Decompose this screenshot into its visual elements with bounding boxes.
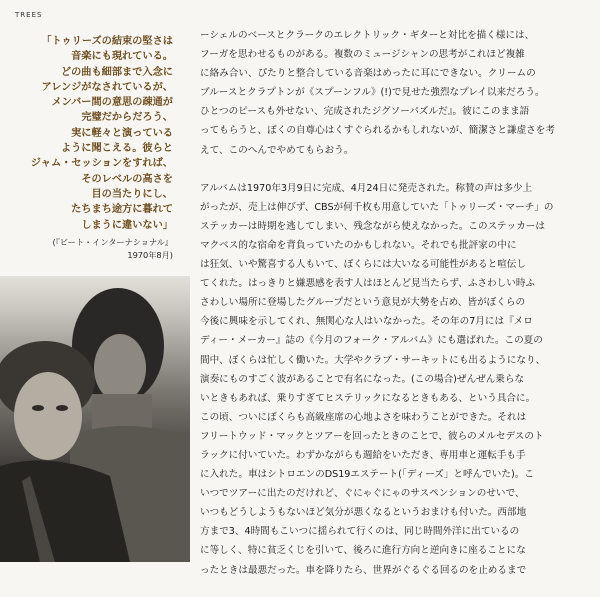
pull-quote	[18, 34, 173, 233]
pull-quote-line: たちまち途方に暮れて	[71, 203, 173, 216]
pull-quote-line: しまうに違いない」	[81, 218, 173, 231]
body-text-line: ったときは最悪だった。車を降りたら、世界がぐるぐる回るのを止めるまで	[200, 564, 527, 576]
body-text-line: ってもらうと、ぼくの自尊心はくすぐられるかもしれないが、簡潔さと謙虚さを考	[200, 125, 555, 137]
pull-quote-line: 完璧だからだろう、	[81, 111, 173, 124]
pull-quote-line: 「トゥリーズの結束の堅さは	[41, 35, 173, 47]
body-text-line: フーガを思わせるものがある。複数のミュージシャンの思考がこれほど複雑	[200, 49, 525, 61]
body-text-line: ラックに付いていた。わずかながらも週給をいただき、専用車と運転手も手	[200, 449, 526, 461]
pull-quote-line: どの曲も細部まで入念に	[60, 65, 173, 78]
body-text-line: ーシェルのベースとクラークのエレクトリック・ギターと対比を描く様には、	[200, 30, 535, 41]
body-text-line: この頃、ついにぼくらも高級座席の心地よさを味わうことができた。それは	[200, 411, 527, 423]
body-text-line: に絡み合い、ぴたりと整合している音楽はめったに耳にできない。クリームの	[200, 68, 536, 80]
pull-quote-line: 音楽にも現れている。	[71, 50, 173, 63]
band-photo-illustration	[0, 276, 190, 562]
body-text-line: てくれた。はっきりと嫌悪感を表す人はほとんど見当たらず、ふさわしい時ふ	[200, 278, 536, 290]
body-text-line: がったが、売上は伸びず、CBSが何千枚も用意していた「トゥリーズ・マーチ」の	[200, 201, 554, 213]
body-text-line: に入れた。車はシトロエンのDS19エステート(「ディーズ」と呼んでいた)。こ	[200, 469, 534, 481]
body-text-line: ディー・メーカー』誌の《今月のフォーク・アルバム》にも選ばれた。この夏の	[200, 335, 543, 347]
pull-quote-line: ように聞こえる。彼らと	[60, 142, 173, 155]
body-text-line: いときもあれば、乗りすぎてヒステリックになるときもある、という具合に。	[200, 392, 536, 404]
body-text-line: さわしい場所に登場したグループだという意見が大勢を占め、皆がぼくらの	[200, 297, 526, 309]
body-text-line: 間中、ぼくらは忙しく働いた。大学やクラブ・サーキットにも出るようになり、	[200, 354, 546, 366]
body-text-line: えて、このへんでやめてもらおう。	[200, 144, 354, 156]
body-text-line: アルバムは1970年3月9日に完成、4月24日に発売された。称賛の声は多少上	[200, 182, 533, 194]
quote-attribution	[18, 236, 173, 262]
pull-quote-line: メンバー間の意思の疎通が	[51, 96, 173, 109]
body-text-line: 今後に興味を示してくれ、無関心な人はいなかった。その年の7月には『メロ	[200, 316, 533, 328]
body-text-line: ブルースとクラプトンが《スプーンフル》(!)で見せた強烈なプレイ以来だろう。	[200, 87, 545, 99]
attribution-source: (『ビート・インターナショナル』	[52, 237, 173, 247]
pull-quote-line: そのレベルの高さを	[81, 172, 173, 185]
paragraph-gap	[200, 160, 592, 179]
body-text-line: マクベス的な宿命を背負っていたのかもしれない。それでも批評家の中に	[200, 239, 517, 251]
body-text-line: ステッカーは時期を逃してしまい、残念ながら使えなかった。このステッカーは	[200, 220, 545, 232]
body-text-line: 演奏にものすごく波があることで有名になった。(この場合)ぜんぜん乗らな	[200, 373, 525, 385]
body-text-line: ひとつのピースも外せない、完成されたジグソーパズルだ』。彼にこのまま語	[200, 106, 530, 118]
body-text-line: は狂気、いや驚喜する人もいて、ぼくらには大いなる可能性があると喧伝し	[200, 259, 526, 271]
pull-quote-line: 実に軽々と演っている	[71, 126, 173, 139]
body-text-line: フリートウッド・マックとツアーを回ったときのことで、彼らのメルセデスのト	[200, 430, 544, 442]
pull-quote-line: ジャム・セッションをすれば、	[30, 157, 173, 170]
body-text-line: 方まで3、4時間もこいつに揺られて行くのは、同じ時間外洋に出ているの	[200, 526, 520, 538]
pull-quote-line: 目の当たりにし、	[91, 187, 173, 200]
band-photo	[0, 276, 190, 562]
pull-quote-line: アレンジがなされているが、	[41, 80, 173, 93]
attribution-date: 1970年8月)	[127, 250, 173, 260]
body-text-line: に等しく、特に貧乏くじを引いて、後ろに進行方向と逆向きに座ることにな	[200, 545, 526, 557]
article-body	[200, 26, 592, 580]
body-text-line: いつもどうしようもないほど気分が悪くなるというおまけも付いた。西部地	[200, 507, 527, 519]
running-header: TREES	[15, 11, 43, 19]
body-text-line: いつでツアーに出たのだけれど、ぐにゃぐにゃのサスペンションのせいで、	[200, 488, 525, 500]
